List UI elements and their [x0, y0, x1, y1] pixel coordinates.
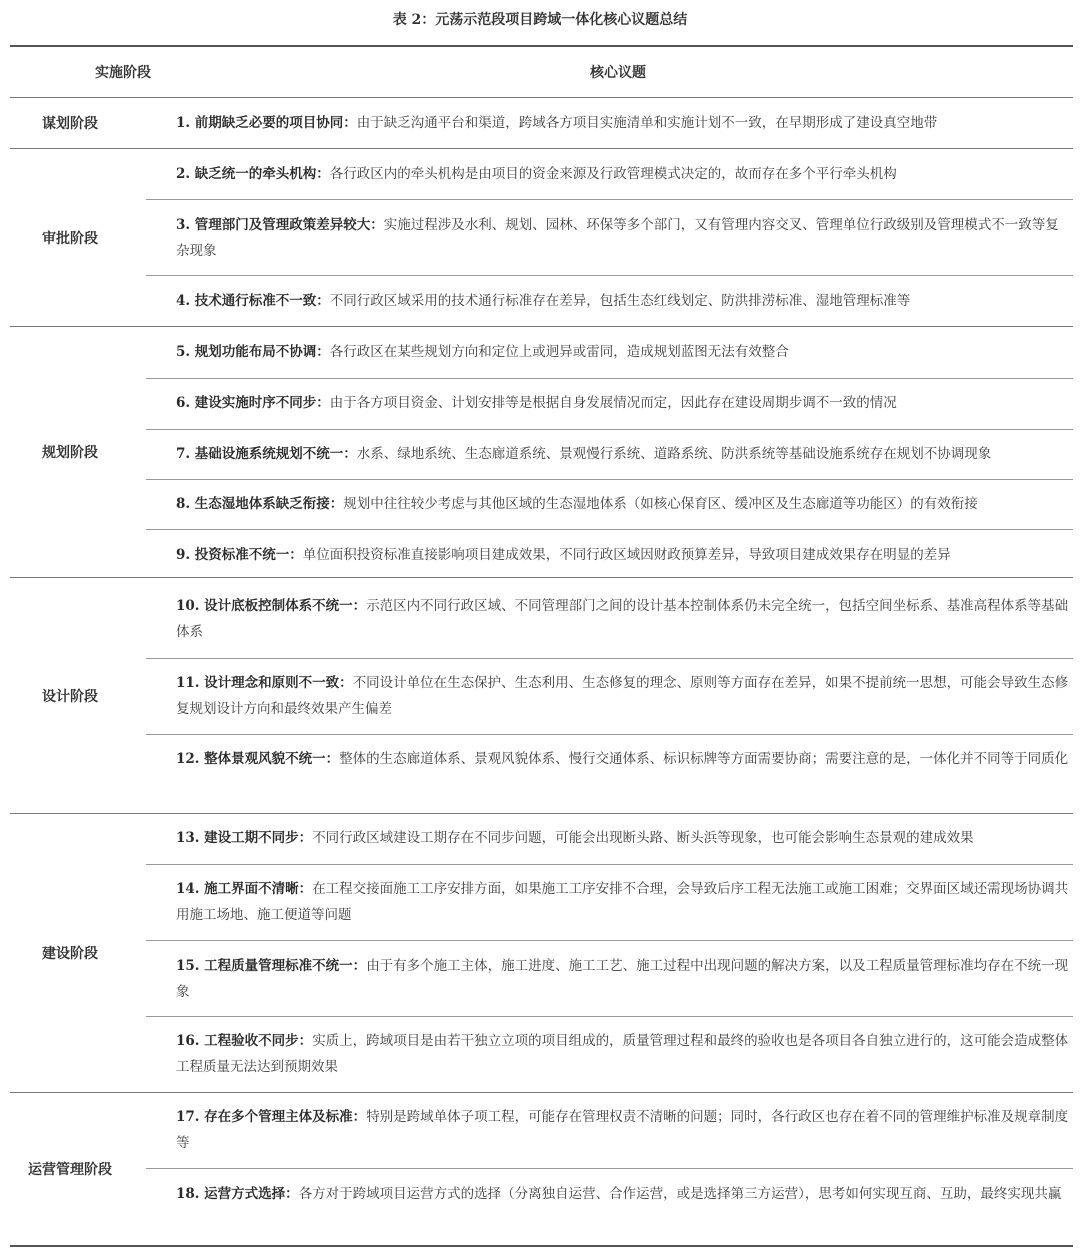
issue-row — [176, 825, 1072, 851]
issue-row — [176, 953, 1072, 1005]
issue-text: 不同行政区域采用的技术通行标准存在差异，包括生态红线划定、防洪排涝标准、湿地管理标准等 — [329, 293, 911, 309]
stage-label: 谋划阶段 — [42, 116, 98, 132]
issue-label: 5. 规划功能布局不协调： — [176, 344, 330, 360]
row-divider — [146, 1168, 1073, 1169]
issue-label: 3. 管理部门及管理政策差异较大： — [176, 217, 384, 233]
row-divider — [146, 734, 1073, 735]
stage-label: 运营管理阶段 — [28, 1162, 112, 1178]
issue-label: 8. 生态湿地体系缺乏衔接： — [176, 496, 344, 512]
issue-row — [176, 212, 1072, 264]
issue-row — [176, 390, 1072, 416]
row-divider — [146, 479, 1073, 480]
issue-row — [176, 670, 1072, 722]
issue-text: 实质上，跨域项目是由若干独立立项的项目组成的，质量管理过程和最终的验收也是各项目各自独立进行的，这可能会造成整体工程质量无法达到预期效果 — [176, 1033, 1069, 1075]
issue-text: 在工程交接面施工工序安排方面，如果施工工序安排不合理，会导致后序工程无法施工或施工困难；交界面区域还需现场协调共用施工场地、施工便道等问题 — [176, 881, 1069, 923]
row-divider — [146, 199, 1073, 200]
issue-text: 由于有多个施工主体，施工进度、施工工艺、施工过程中出现问题的解决方案，以及工程质量管理标准均存在不统一现象 — [176, 958, 1069, 1000]
row-divider — [146, 429, 1073, 430]
issue-text: 由于缺乏沟通平台和渠道，跨域各方项目实施清单和实施计划不一致，在早期形成了建设真空地带 — [356, 115, 938, 131]
issue-label: 13. 建设工期不同步： — [176, 830, 313, 846]
issue-label: 2. 缺乏统一的牵头机构： — [176, 166, 330, 182]
issue-text: 不同设计单位在生态保护、生态利用、生态修复的理念、原则等方面存在差异，如果不提前统一思想，可能会导致生态修复规划设计方向和最终效果产生偏差 — [176, 675, 1069, 717]
issue-text: 规划中往往较少考虑与其他区域的生态湿地体系（如核心保育区、缓冲区及生态廊道等功能区）的有效衔接 — [343, 496, 978, 512]
issue-row — [176, 441, 1072, 467]
issue-label: 15. 工程质量管理标准不统一： — [176, 958, 367, 974]
issue-row — [176, 746, 1072, 772]
table-caption: 表 2：元荡示范段项目跨域一体化核心议题总结 — [392, 12, 688, 28]
row-divider — [146, 378, 1073, 379]
row-divider — [146, 940, 1073, 941]
issue-label: 18. 运营方式选择： — [176, 1186, 299, 1202]
header-stage: 实施阶段 — [95, 65, 151, 81]
stage-divider — [10, 813, 1073, 814]
stage-divider — [10, 1092, 1073, 1093]
stage-divider — [10, 326, 1073, 327]
issue-text: 各行政区内的牵头机构是由项目的资金来源及行政管理模式决定的，故而存在多个平行牵头机构 — [329, 166, 897, 182]
stage-label: 审批阶段 — [42, 230, 98, 247]
issue-text: 整体的生态廊道体系、景观风貌体系、慢行交通体系、标识标牌等方面需要协商；需要注意的是，一体化并不同等于同质化 — [339, 751, 1069, 767]
issue-label: 9. 投资标准不统一： — [176, 547, 303, 563]
stage-divider — [10, 148, 1073, 149]
issue-label: 17. 存在多个管理主体及标准： — [176, 1109, 367, 1125]
issue-label: 14. 施工界面不清晰： — [176, 881, 313, 897]
issue-row — [176, 1104, 1072, 1156]
issue-row — [176, 1028, 1072, 1080]
issue-text: 特别是跨域单体子项工程，可能存在管理权责不清晰的问题；同时，各行政区也存在着不同的管理维护标准及规章制度等 — [176, 1109, 1069, 1151]
issue-row — [176, 288, 1072, 314]
stage-label: 设计阶段 — [42, 688, 98, 705]
issue-label: 4. 技术通行标准不一致： — [176, 293, 330, 309]
issue-text: 由于各方项目资金、计划安排等是根据自身发展情况而定，因此存在建设周期步调不一致的情况 — [329, 395, 897, 411]
issue-text: 各方对于跨域项目运营方式的选择（分离独自运营、合作运营，或是选择第三方运营），思考如何实现互商、互助，最终实现共赢 — [298, 1186, 1062, 1202]
issue-row — [176, 876, 1072, 928]
issue-row — [176, 1181, 1072, 1207]
issue-text: 实施过程涉及水利、规划、园林、环保等多个部门，又有管理内容交叉、管理单位行政级别及管理模式不一致等复杂现象 — [176, 217, 1059, 259]
issue-text: 单位面积投资标准直接影响项目建成效果，不同行政区域因财政预算差异，导致项目建成效果存在明显的差异 — [302, 547, 951, 563]
top-rule — [10, 45, 1073, 47]
stage-label: 建设阶段 — [42, 946, 98, 962]
header-issue: 核心议题 — [590, 65, 646, 81]
issue-row — [176, 491, 1072, 517]
issue-row — [176, 339, 1072, 365]
issue-text: 水系、绿地系统、生态廊道系统、景观慢行系统、道路系统、防洪系统等基础设施系统存在规划不协调现象 — [356, 446, 992, 462]
bottom-rule — [10, 1245, 1073, 1247]
issue-label: 12. 整体景观风貌不统一： — [176, 751, 340, 767]
row-divider — [146, 1016, 1073, 1017]
stage-divider — [10, 577, 1073, 578]
issue-row — [176, 593, 1072, 645]
issue-text: 各行政区在某些规划方向和定位上或迥异或雷同，造成规划蓝图无法有效整合 — [329, 344, 789, 360]
issue-label: 10. 设计底板控制体系不统一： — [176, 598, 367, 614]
stage-label: 规划阶段 — [42, 445, 98, 461]
issue-label: 16. 工程验收不同步： — [176, 1033, 313, 1049]
issue-label: 1. 前期缺乏必要的项目协同： — [176, 115, 357, 131]
issue-label: 6. 建设实施时序不同步： — [176, 395, 330, 411]
row-divider — [146, 658, 1073, 659]
row-divider — [146, 864, 1073, 865]
row-divider — [146, 529, 1073, 530]
issue-row — [176, 161, 1072, 187]
issue-row — [176, 110, 1072, 136]
issue-label: 7. 基础设施系统规划不统一： — [176, 446, 357, 462]
issue-row — [176, 542, 1072, 568]
issue-text: 示范区内不同行政区域、不同管理部门之间的设计基本控制体系仍未完全统一，包括空间坐标系、基准高程体系等基础体系 — [176, 598, 1069, 640]
row-divider — [146, 275, 1073, 276]
issue-text: 不同行政区域建设工期存在不同步问题，可能会出现断头路、断头浜等现象，也可能会影响生态景观的建成效果 — [312, 830, 974, 846]
issue-label: 11. 设计理念和原则不一致： — [176, 675, 353, 691]
header-rule — [10, 97, 1073, 98]
